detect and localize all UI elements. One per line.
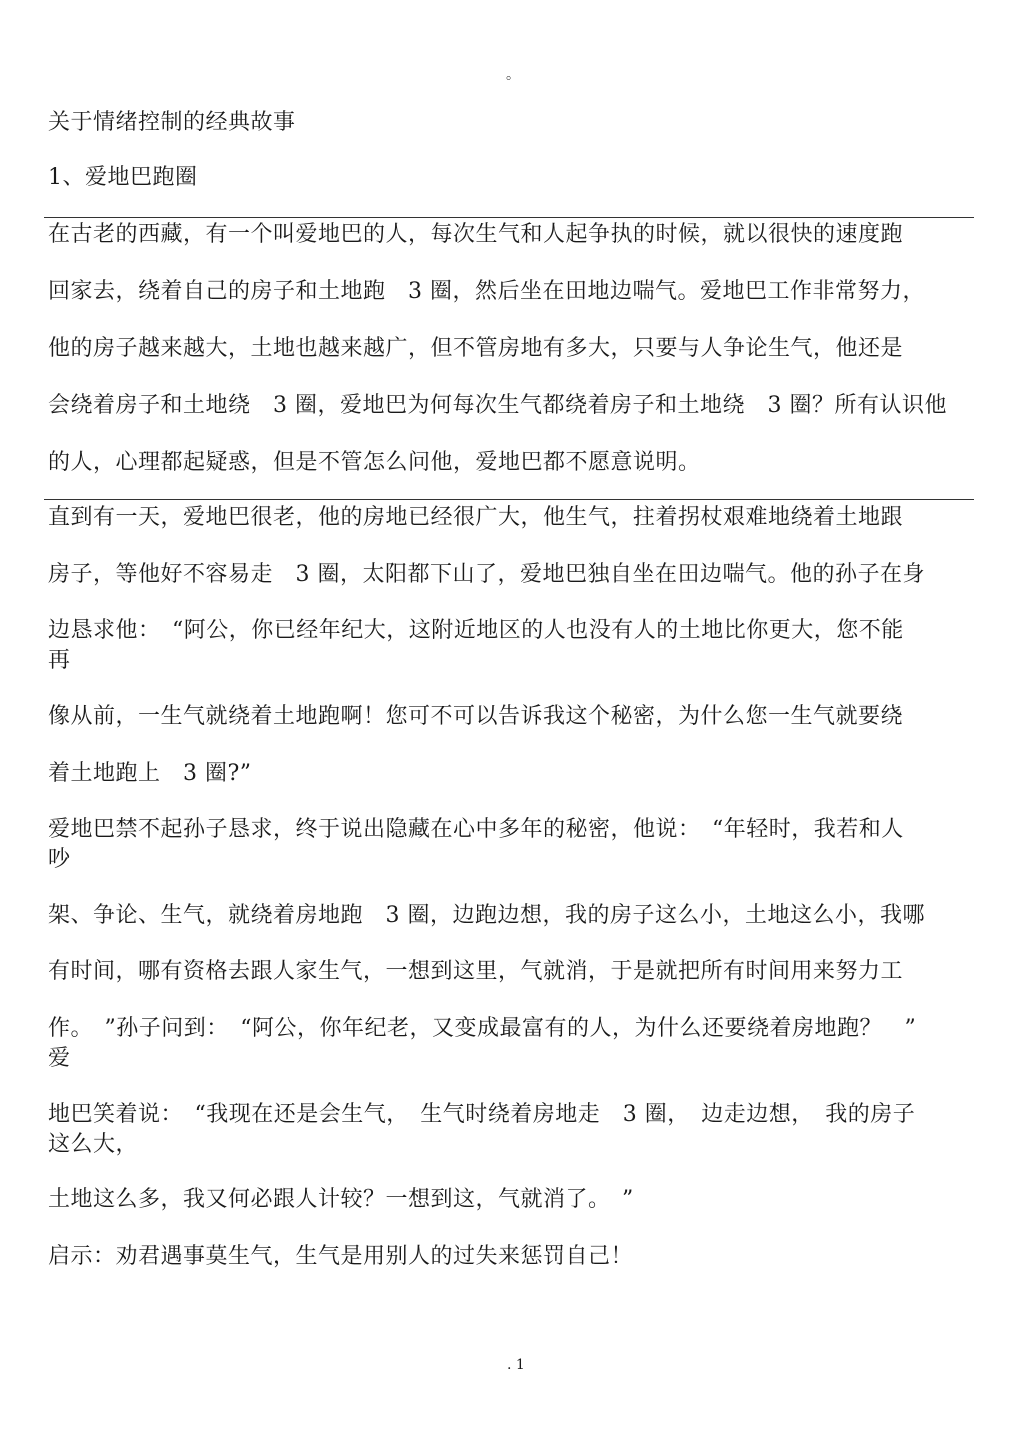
paragraph1-line-3: 他的房子越来越大，土地也越来越广，但不管房地有多大，只要与人争论生气，他还是 <box>48 336 904 361</box>
story-heading: 1、爱地巴跑圈 <box>48 165 198 190</box>
paragraph2-line-11: 作。 ”孙子问到： “阿公，你年纪老，又变成最富有的人，为什么还要绕着房地跑？ ” <box>48 1016 917 1041</box>
paragraph2-line-6: 着土地跑上 3 圈?” <box>48 761 252 786</box>
paragraph2-line-4: 再 <box>48 648 71 673</box>
paragraph-rule-1 <box>44 217 974 218</box>
paragraph1-line-5: 的人，心理都起疑惑，但是不管怎么问他，爱地巴都不愿意说明。 <box>48 450 701 475</box>
paragraph2-line-2: 房子，等他好不容易走 3 圈，太阳都下山了，爱地巴独自坐在田边喘气。他的孙子在身 <box>48 562 925 587</box>
paragraph2-line-5: 像从前，一生气就绕着土地跑啊！您可不可以告诉我这个秘密，为什么您一生气就要绕 <box>48 704 904 729</box>
paragraph1-line-4: 会绕着房子和土地绕 3 圈，爱地巴为何每次生气都绕着房子和土地绕 3 圈？所有认识他 <box>48 393 947 418</box>
header-mark: 。 <box>506 67 520 83</box>
paragraph2-line-7: 爱地巴禁不起孙子恳求，终于说出隐藏在心中多年的秘密，他说： “年轻时，我若和人 <box>48 817 904 842</box>
paragraph2-line-14: 这么大， <box>48 1132 139 1157</box>
moral-line: 启示：劝君遇事莫生气，生气是用别人的过失来惩罚自己！ <box>48 1244 634 1269</box>
paragraph2-line-1: 直到有一天，爱地巴很老，他的房地已经很广大，他生气，拄着拐杖艰难地绕着土地跟 <box>48 505 904 530</box>
paragraph1-line-2: 回家去，绕着自己的房子和土地跑 3 圈，然后坐在田地边喘气。爱地巴工作非常努力， <box>48 279 925 304</box>
paragraph1-line-1: 在古老的西藏，有一个叫爱地巴的人，每次生气和人起争执的时候，就以很快的速度跑 <box>48 222 904 247</box>
paragraph2-line-12: 爱 <box>48 1046 71 1071</box>
paragraph2-line-15: 土地这么多，我又何必跟人计较？一想到这，气就消了。 ” <box>48 1187 634 1212</box>
paragraph2-line-9: 架、争论、生气，就绕着房地跑 3 圈，边跑边想，我的房子这么小，土地这么小，我哪 <box>48 903 925 928</box>
page-number: . 1 <box>507 1357 525 1373</box>
document-title: 关于情绪控制的经典故事 <box>48 110 296 135</box>
paragraph2-line-8: 吵 <box>48 847 71 872</box>
paragraph2-line-13: 地巴笑着说： “我现在还是会生气， 生气时绕着房地走 3 圈， 边走边想， 我的房子 <box>48 1102 916 1127</box>
paragraph2-line-10: 有时间，哪有资格去跟人家生气，一想到这里，气就消，于是就把所有时间用来努力工 <box>48 959 904 984</box>
paragraph-rule-2 <box>44 499 974 500</box>
paragraph2-line-3: 边恳求他： “阿公，你已经年纪大，这附近地区的人也没有人的土地比你更大，您不能 <box>48 618 904 643</box>
